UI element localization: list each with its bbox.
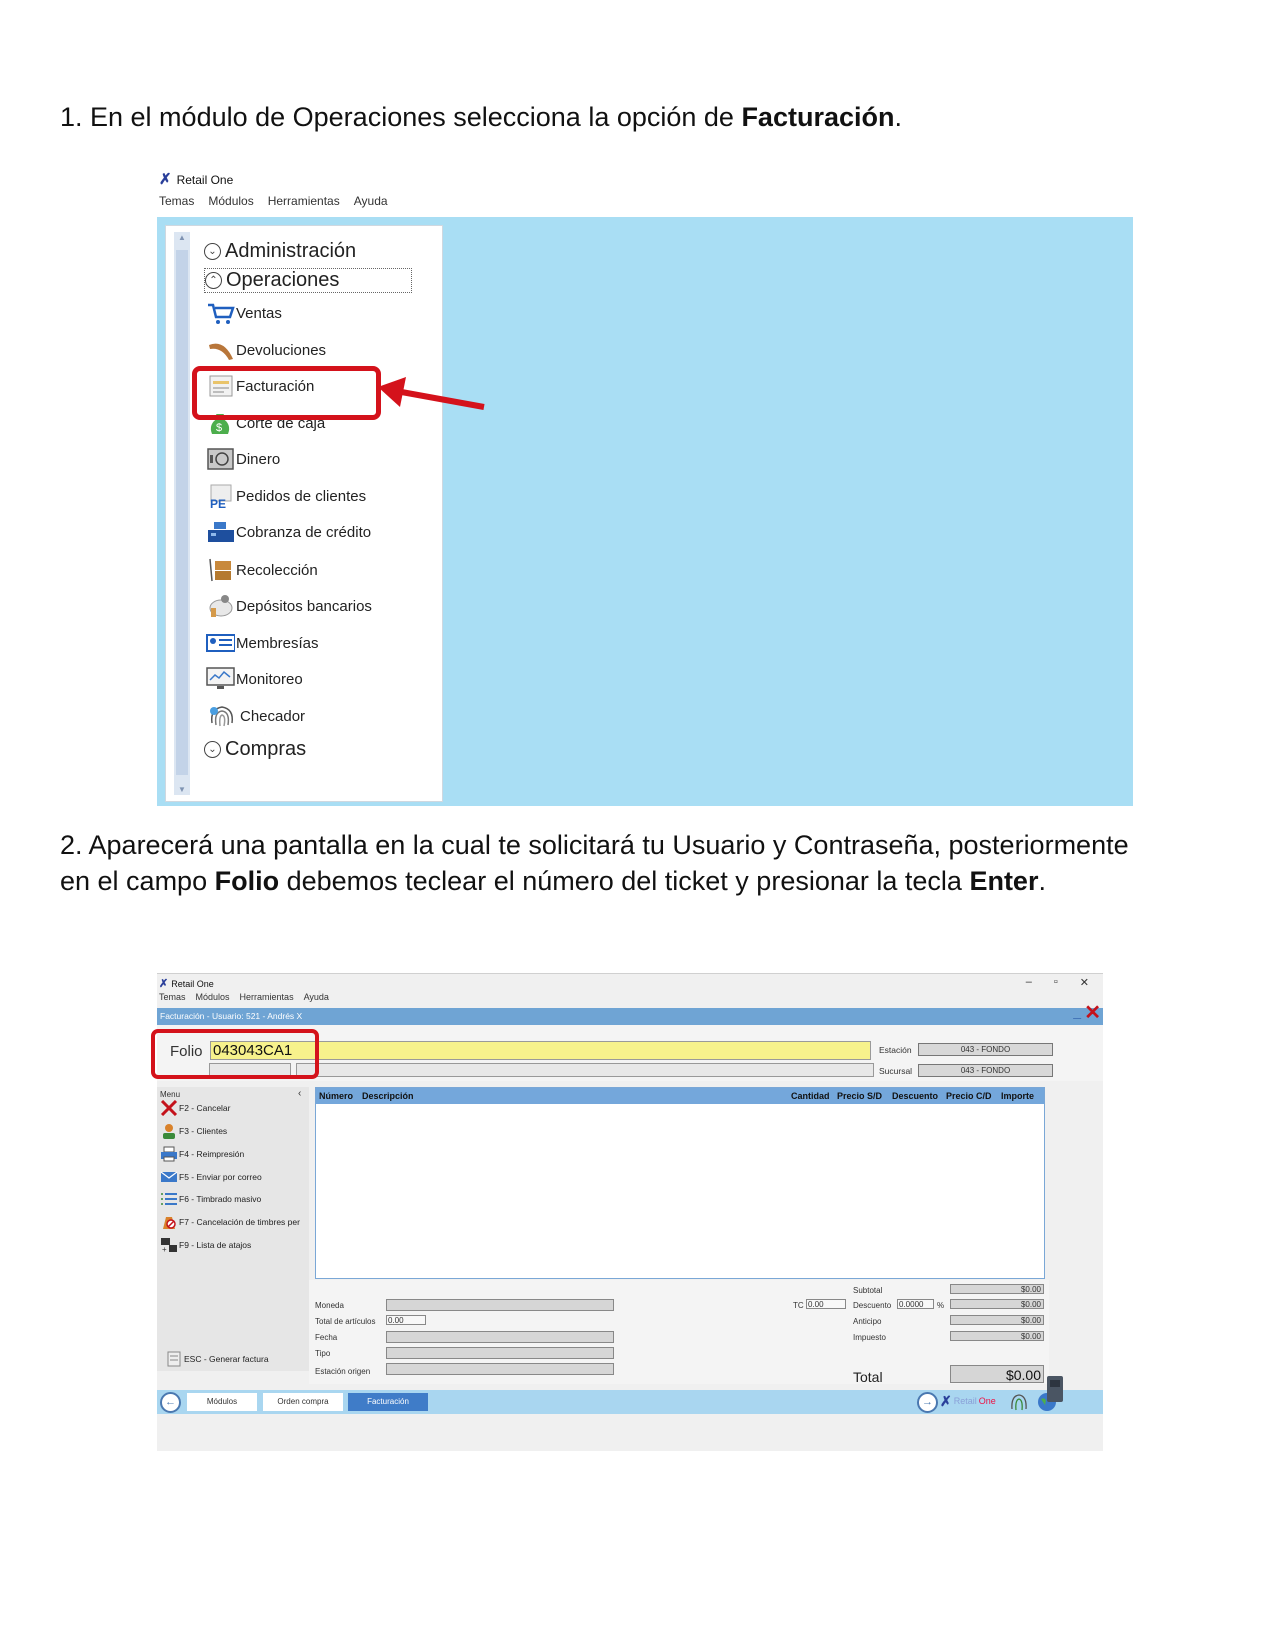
menu-item-ventas[interactable]: Ventas bbox=[206, 300, 282, 326]
invoice-items-table bbox=[315, 1087, 1045, 1279]
back-arrow-icon[interactable]: ← bbox=[160, 1392, 181, 1413]
window-controls bbox=[1026, 976, 1089, 989]
menu-item-dinero[interactable]: Dinero bbox=[206, 446, 280, 472]
impuesto-label: Impuesto bbox=[853, 1333, 886, 1342]
shortcut-cancelar[interactable]: F2 - Cancelar bbox=[160, 1100, 231, 1116]
col-cantidad[interactable]: Cantidad bbox=[791, 1091, 830, 1101]
anticipo-value: $0.00 bbox=[950, 1315, 1044, 1325]
total-label: Total bbox=[853, 1369, 883, 1385]
estacion-label: Estación bbox=[879, 1045, 912, 1055]
restore-button[interactable]: ▫ bbox=[1053, 976, 1058, 988]
generate-invoice-icon bbox=[165, 1351, 183, 1367]
moneda-label: Moneda bbox=[315, 1301, 344, 1310]
subtotal-value: $0.00 bbox=[950, 1284, 1044, 1294]
percent-symbol: % bbox=[937, 1301, 945, 1310]
cash-register-icon bbox=[206, 519, 235, 545]
pointer-arrow-icon bbox=[376, 377, 486, 415]
col-precio-sd[interactable]: Precio S/D bbox=[837, 1091, 883, 1101]
panel-scrollbar[interactable] bbox=[174, 232, 190, 795]
bottom-tab-modulos[interactable]: Módulos bbox=[187, 1393, 257, 1411]
bottom-tab-orden-compra[interactable]: Orden compra bbox=[263, 1393, 343, 1411]
col-importe[interactable]: Importe bbox=[1001, 1091, 1035, 1101]
descuento-label: Descuento bbox=[853, 1301, 892, 1310]
shortcut-reimpresion[interactable]: F4 - Reimpresión bbox=[160, 1146, 244, 1162]
svg-text:$: $ bbox=[216, 422, 223, 434]
shortcut-cancelacion-timbres[interactable]: F7 - Cancelación de timbres per bbox=[160, 1214, 300, 1230]
folio-highlight-box bbox=[151, 1029, 319, 1079]
minimize-button[interactable]: – bbox=[1025, 976, 1032, 988]
svg-text:PE: PE bbox=[210, 497, 227, 509]
boomerang-icon bbox=[206, 337, 235, 363]
facturacion-tab-header bbox=[157, 1002, 1103, 1025]
svg-text:+: + bbox=[162, 1245, 167, 1253]
envelope-icon bbox=[160, 1169, 178, 1185]
list-icon bbox=[160, 1191, 178, 1207]
tipo-field[interactable] bbox=[386, 1347, 614, 1359]
forward-arrow-icon[interactable]: → bbox=[917, 1392, 938, 1413]
estacion-origen-field[interactable] bbox=[386, 1363, 614, 1375]
menu-bar bbox=[159, 194, 388, 208]
tc-value[interactable]: 0.00 bbox=[806, 1299, 846, 1309]
menu-modulos[interactable]: Módulos bbox=[208, 194, 254, 208]
menu-modulos[interactable]: Módulos bbox=[195, 992, 230, 1002]
bottom-tab-facturacion[interactable]: Facturación bbox=[348, 1393, 428, 1411]
close-tab-icon[interactable]: ✕ bbox=[1084, 1002, 1101, 1024]
title-bar bbox=[159, 977, 214, 991]
retail-one-facturacion-screenshot bbox=[157, 973, 1103, 1451]
sidebar-title: Menu bbox=[160, 1090, 181, 1099]
retail-one-logo-icon: ✗ bbox=[940, 1393, 952, 1409]
shortcut-clientes[interactable]: F3 - Clientes bbox=[160, 1123, 227, 1139]
shortcut-sidebar bbox=[157, 1087, 309, 1371]
col-descripcion[interactable]: Descripción bbox=[362, 1091, 414, 1101]
menu-item-monitoreo[interactable]: Monitoreo bbox=[206, 666, 303, 692]
menu-item-membresias[interactable]: Membresías bbox=[206, 630, 319, 656]
folio-form bbox=[157, 1025, 1103, 1081]
scroll-down-arrow-icon[interactable]: ▼ bbox=[178, 785, 186, 794]
descuento-value: $0.00 bbox=[950, 1299, 1044, 1309]
bottom-navigation-bar bbox=[157, 1390, 1103, 1414]
orders-icon bbox=[206, 483, 235, 509]
menu-item-facturacion[interactable]: Facturación bbox=[206, 373, 314, 399]
menu-item-pedidos-de-clientes[interactable]: PE Pedidos de clientes bbox=[206, 483, 366, 509]
tab-title: Facturación - Usuario: 521 - Andrés X bbox=[160, 1011, 303, 1021]
app-title: Retail One bbox=[176, 173, 234, 187]
menu-item-devoluciones[interactable]: Devoluciones bbox=[206, 337, 326, 363]
anticipo-label: Anticipo bbox=[853, 1317, 882, 1326]
menu-item-checador[interactable]: Checador bbox=[206, 703, 305, 729]
fingerprint-icon bbox=[206, 703, 239, 729]
col-precio-cd[interactable]: Precio C/D bbox=[946, 1091, 992, 1101]
descuento-percent-field[interactable]: 0.0000 bbox=[897, 1299, 934, 1309]
step-1-instruction: 1. En el módulo de Operaciones selecciona la opción de Facturación. bbox=[60, 102, 902, 132]
subtotal-label: Subtotal bbox=[853, 1286, 883, 1295]
total-articulos-label: Total de artículos bbox=[315, 1317, 376, 1326]
tc-label: TC bbox=[793, 1301, 804, 1310]
menu-temas[interactable]: Temas bbox=[159, 194, 195, 208]
menu-item-recoleccion[interactable]: Recolección bbox=[206, 557, 318, 583]
total-articulos-value: 0.00 bbox=[386, 1315, 426, 1325]
menu-item-depositos-bancarios[interactable]: Depósitos bancarios bbox=[206, 593, 372, 619]
sucursal-value: 043 - FONDO bbox=[918, 1064, 1053, 1077]
printer-icon bbox=[160, 1146, 178, 1162]
monitor-icon bbox=[206, 666, 235, 692]
minimize-tab-icon[interactable]: _ bbox=[1073, 1004, 1081, 1020]
hand-truck-icon bbox=[206, 557, 235, 583]
shortcut-generar-factura[interactable]: ESC - Generar factura bbox=[165, 1351, 269, 1367]
chat-icon[interactable] bbox=[1047, 1376, 1063, 1407]
fecha-label: Fecha bbox=[315, 1333, 338, 1342]
menu-herramientas[interactable]: Herramientas bbox=[239, 992, 294, 1002]
menu-bar bbox=[159, 992, 329, 1002]
impuesto-value: $0.00 bbox=[950, 1331, 1044, 1341]
stamp-cancel-icon bbox=[160, 1214, 178, 1230]
scroll-up-arrow-icon[interactable]: ▲ bbox=[178, 233, 186, 242]
col-descuento[interactable]: Descuento bbox=[892, 1091, 939, 1101]
estacion-origen-label: Estación origen bbox=[315, 1367, 371, 1376]
tipo-label: Tipo bbox=[315, 1349, 331, 1358]
cart-icon bbox=[206, 300, 235, 326]
chevron-down-icon: ⌄ bbox=[204, 741, 221, 758]
membership-card-icon bbox=[206, 630, 235, 656]
menu-herramientas[interactable]: Herramientas bbox=[267, 194, 340, 208]
folio-label: Folio bbox=[170, 1043, 203, 1060]
safe-icon bbox=[206, 446, 235, 472]
sucursal-label: Sucursal bbox=[879, 1066, 913, 1076]
collapse-sidebar-icon[interactable]: ‹ bbox=[298, 1088, 302, 1099]
chevron-down-icon: ⌄ bbox=[204, 243, 221, 260]
client-icon bbox=[160, 1123, 178, 1139]
title-bar bbox=[159, 172, 233, 188]
keyboard-shortcut-icon bbox=[160, 1237, 178, 1253]
menu-ayuda[interactable]: Ayuda bbox=[353, 194, 388, 208]
secondary-input-2[interactable] bbox=[296, 1063, 874, 1077]
total-value: $0.00 bbox=[950, 1365, 1044, 1383]
menu-temas[interactable]: Temas bbox=[159, 992, 186, 1002]
col-numero[interactable]: Número bbox=[319, 1091, 354, 1101]
step-2-instruction: 2. Aparecerá una pantalla en la cual te solicitará tu Usuario y Contraseña, posteriormente en el campo Folio debemos teclear el número del ticket y presionar la tecla Enter. bbox=[60, 830, 1129, 896]
moneda-field[interactable] bbox=[386, 1299, 614, 1311]
retail-one-logo-icon: ✗ bbox=[159, 171, 172, 188]
retail-one-brand: ✗ Retail One bbox=[940, 1393, 996, 1409]
fingerprint-icon[interactable] bbox=[1009, 1393, 1029, 1416]
fecha-field[interactable] bbox=[386, 1331, 614, 1343]
shortcut-timbrado-masivo[interactable]: F6 - Timbrado masivo bbox=[160, 1191, 261, 1207]
retail-one-logo-icon: ✗ bbox=[159, 978, 169, 990]
shortcut-lista-de-atajos[interactable]: + F9 - Lista de atajos bbox=[160, 1237, 251, 1253]
totals-panel bbox=[309, 1280, 1049, 1384]
scroll-thumb[interactable] bbox=[176, 250, 188, 775]
app-title: Retail One bbox=[171, 979, 214, 989]
menu-ayuda[interactable]: Ayuda bbox=[303, 992, 329, 1002]
retail-one-modules-screenshot bbox=[157, 168, 1133, 806]
desktop-area bbox=[157, 217, 1133, 806]
close-button[interactable]: ✕ bbox=[1079, 977, 1089, 989]
section-operaciones[interactable]: ⌃ Operaciones bbox=[204, 268, 412, 293]
section-compras[interactable]: ⌄ Compras bbox=[204, 738, 306, 761]
table-header bbox=[316, 1088, 1044, 1104]
chevron-up-icon: ⌃ bbox=[205, 272, 222, 289]
menu-item-corte-de-caja[interactable]: $ Corte de caja bbox=[206, 410, 325, 436]
section-administracion[interactable]: ⌄ Administración bbox=[204, 240, 356, 263]
piggy-bank-icon bbox=[206, 593, 235, 619]
menu-item-cobranza-de-credito[interactable]: Cobranza de crédito bbox=[206, 519, 371, 545]
cancel-x-icon bbox=[160, 1100, 178, 1116]
facturacion-highlight-box bbox=[192, 366, 381, 420]
modules-panel bbox=[165, 225, 443, 802]
shortcut-enviar-por-correo[interactable]: F5 - Enviar por correo bbox=[160, 1169, 262, 1185]
estacion-value: 043 - FONDO bbox=[918, 1043, 1053, 1056]
